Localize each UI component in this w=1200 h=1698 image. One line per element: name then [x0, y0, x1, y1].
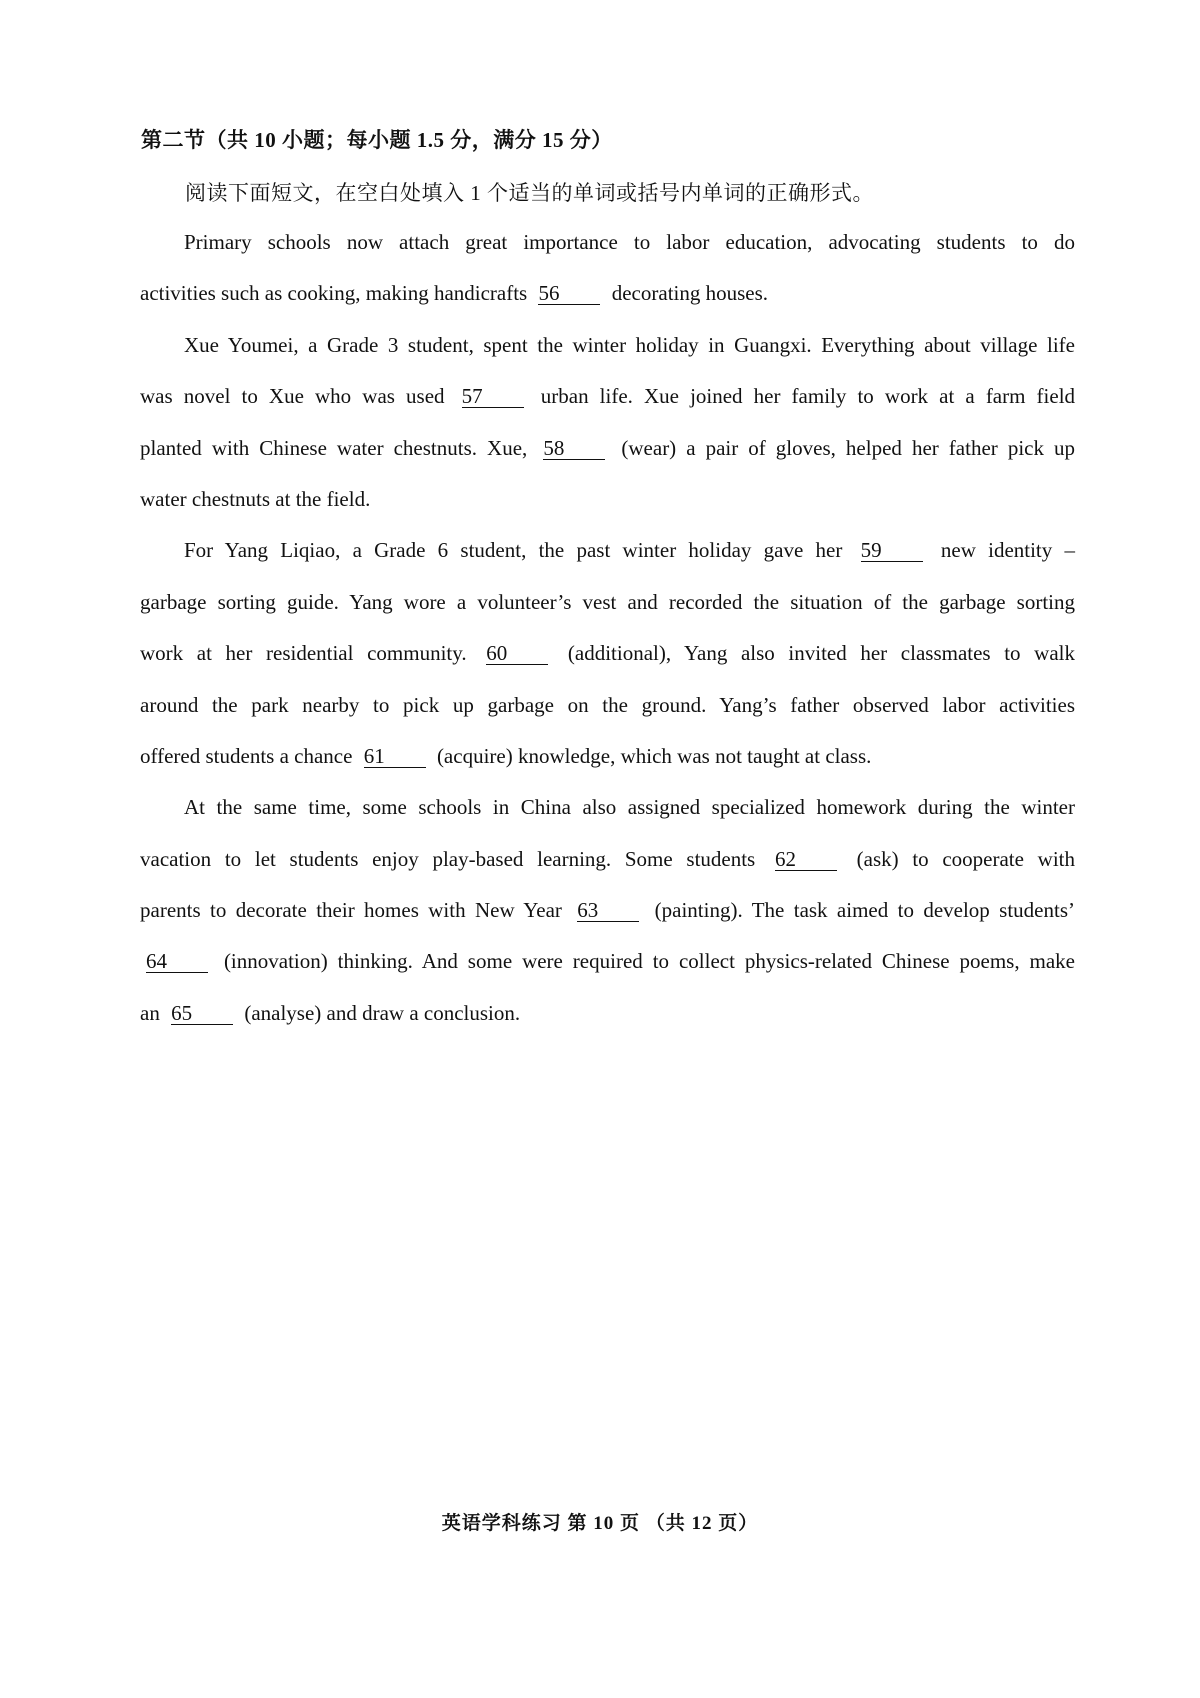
paragraph — [140, 534, 1075, 791]
text-segment: an — [140, 1000, 160, 1025]
page-footer: 英语学科练习 第 10 页 （共 12 页） — [441, 1513, 759, 1534]
text-line — [140, 380, 1075, 431]
text-segment: (additional), Yang also invited her classmates to walk — [567, 641, 1076, 666]
text-line — [140, 740, 1075, 791]
text-line — [140, 689, 1075, 740]
text-segment: garbage sorting guide. Yang wore a volunteer’s vest and recorded the situation of the garbage sorting — [140, 589, 1075, 614]
text-line — [140, 843, 1075, 894]
text-line — [140, 586, 1075, 637]
text-line — [140, 894, 1075, 945]
text-line — [140, 277, 1075, 328]
answer-blank[interactable]: 63 — [577, 899, 639, 922]
text-line — [140, 997, 1075, 1048]
answer-blank[interactable]: 58 — [543, 437, 605, 460]
text-segment: was novel to Xue who was used — [140, 384, 445, 409]
text-line — [140, 791, 1075, 842]
text-line — [140, 329, 1075, 380]
paragraph — [140, 226, 1075, 329]
text-segment: around the park nearby to pick up garbage on the ground. Yang’s father observed labor activities — [140, 692, 1075, 717]
answer-blank[interactable]: 59 — [861, 539, 923, 562]
text-segment: water chestnuts at the field. — [140, 486, 371, 511]
answer-blank[interactable]: 62 — [775, 848, 837, 871]
paragraph — [140, 791, 1075, 1048]
answer-blank[interactable]: 57 — [462, 385, 524, 408]
text-segment: (innovation) thinking. And some were required to collect physics-related Chinese poems, make — [223, 949, 1075, 974]
answer-blank[interactable]: 61 — [364, 745, 426, 768]
text-segment: Primary schools now attach great importance to labor education, advocating students to do — [184, 230, 1075, 254]
text-segment: vacation to let students enjoy play-based learning. Some students — [140, 846, 756, 871]
text-segment: parents to decorate their homes with New Year — [140, 898, 562, 923]
text-line — [140, 637, 1075, 688]
text-segment: At the same time, some schools in China also assigned specialized homework during the winter — [184, 795, 1075, 820]
text-segment: activities such as cooking, making handicrafts — [140, 281, 528, 306]
text-line — [140, 534, 1075, 585]
text-segment: (painting). The task aimed to develop students’ — [654, 898, 1075, 923]
text-segment: new identity – — [940, 538, 1076, 563]
text-line — [140, 945, 1075, 996]
text-line — [140, 432, 1075, 483]
text-segment: decorating houses. — [611, 281, 769, 306]
passage — [140, 226, 1075, 1048]
answer-blank[interactable]: 64 — [146, 950, 208, 973]
answer-blank[interactable]: 65 — [171, 1002, 233, 1025]
text-segment: (ask) to cooperate with — [856, 846, 1075, 871]
text-segment: urban life. Xue joined her family to work at a farm field — [540, 384, 1076, 409]
text-line — [140, 226, 1075, 277]
answer-blank[interactable]: 60 — [486, 642, 548, 665]
answer-blank[interactable]: 56 — [538, 282, 600, 305]
text-segment: For Yang Liqiao, a Grade 6 student, the past winter holiday gave her — [184, 538, 843, 563]
instruction: 阅读下面短文，在空白处填入 1 个适当的单词或括号内单词的正确形式。 — [185, 181, 874, 205]
text-segment: Xue Youmei, a Grade 3 student, spent the winter holiday in Guangxi. Everything about village life — [184, 332, 1075, 357]
text-segment: planted with Chinese water chestnuts. Xue, — [140, 435, 528, 460]
text-segment: (wear) a pair of gloves, helped her father pick up — [621, 435, 1076, 460]
text-segment: (acquire) knowledge, which was not taught at class. — [436, 743, 872, 768]
text-segment: work at her residential community. — [140, 641, 467, 666]
paragraph — [140, 329, 1075, 535]
section-title: 第二节（共 10 小题；每小题 1.5 分，满分 15 分） — [141, 128, 613, 152]
text-segment: offered students a chance — [140, 743, 353, 768]
text-segment: (analyse) and draw a conclusion. — [244, 1000, 521, 1025]
text-line — [140, 483, 1075, 534]
